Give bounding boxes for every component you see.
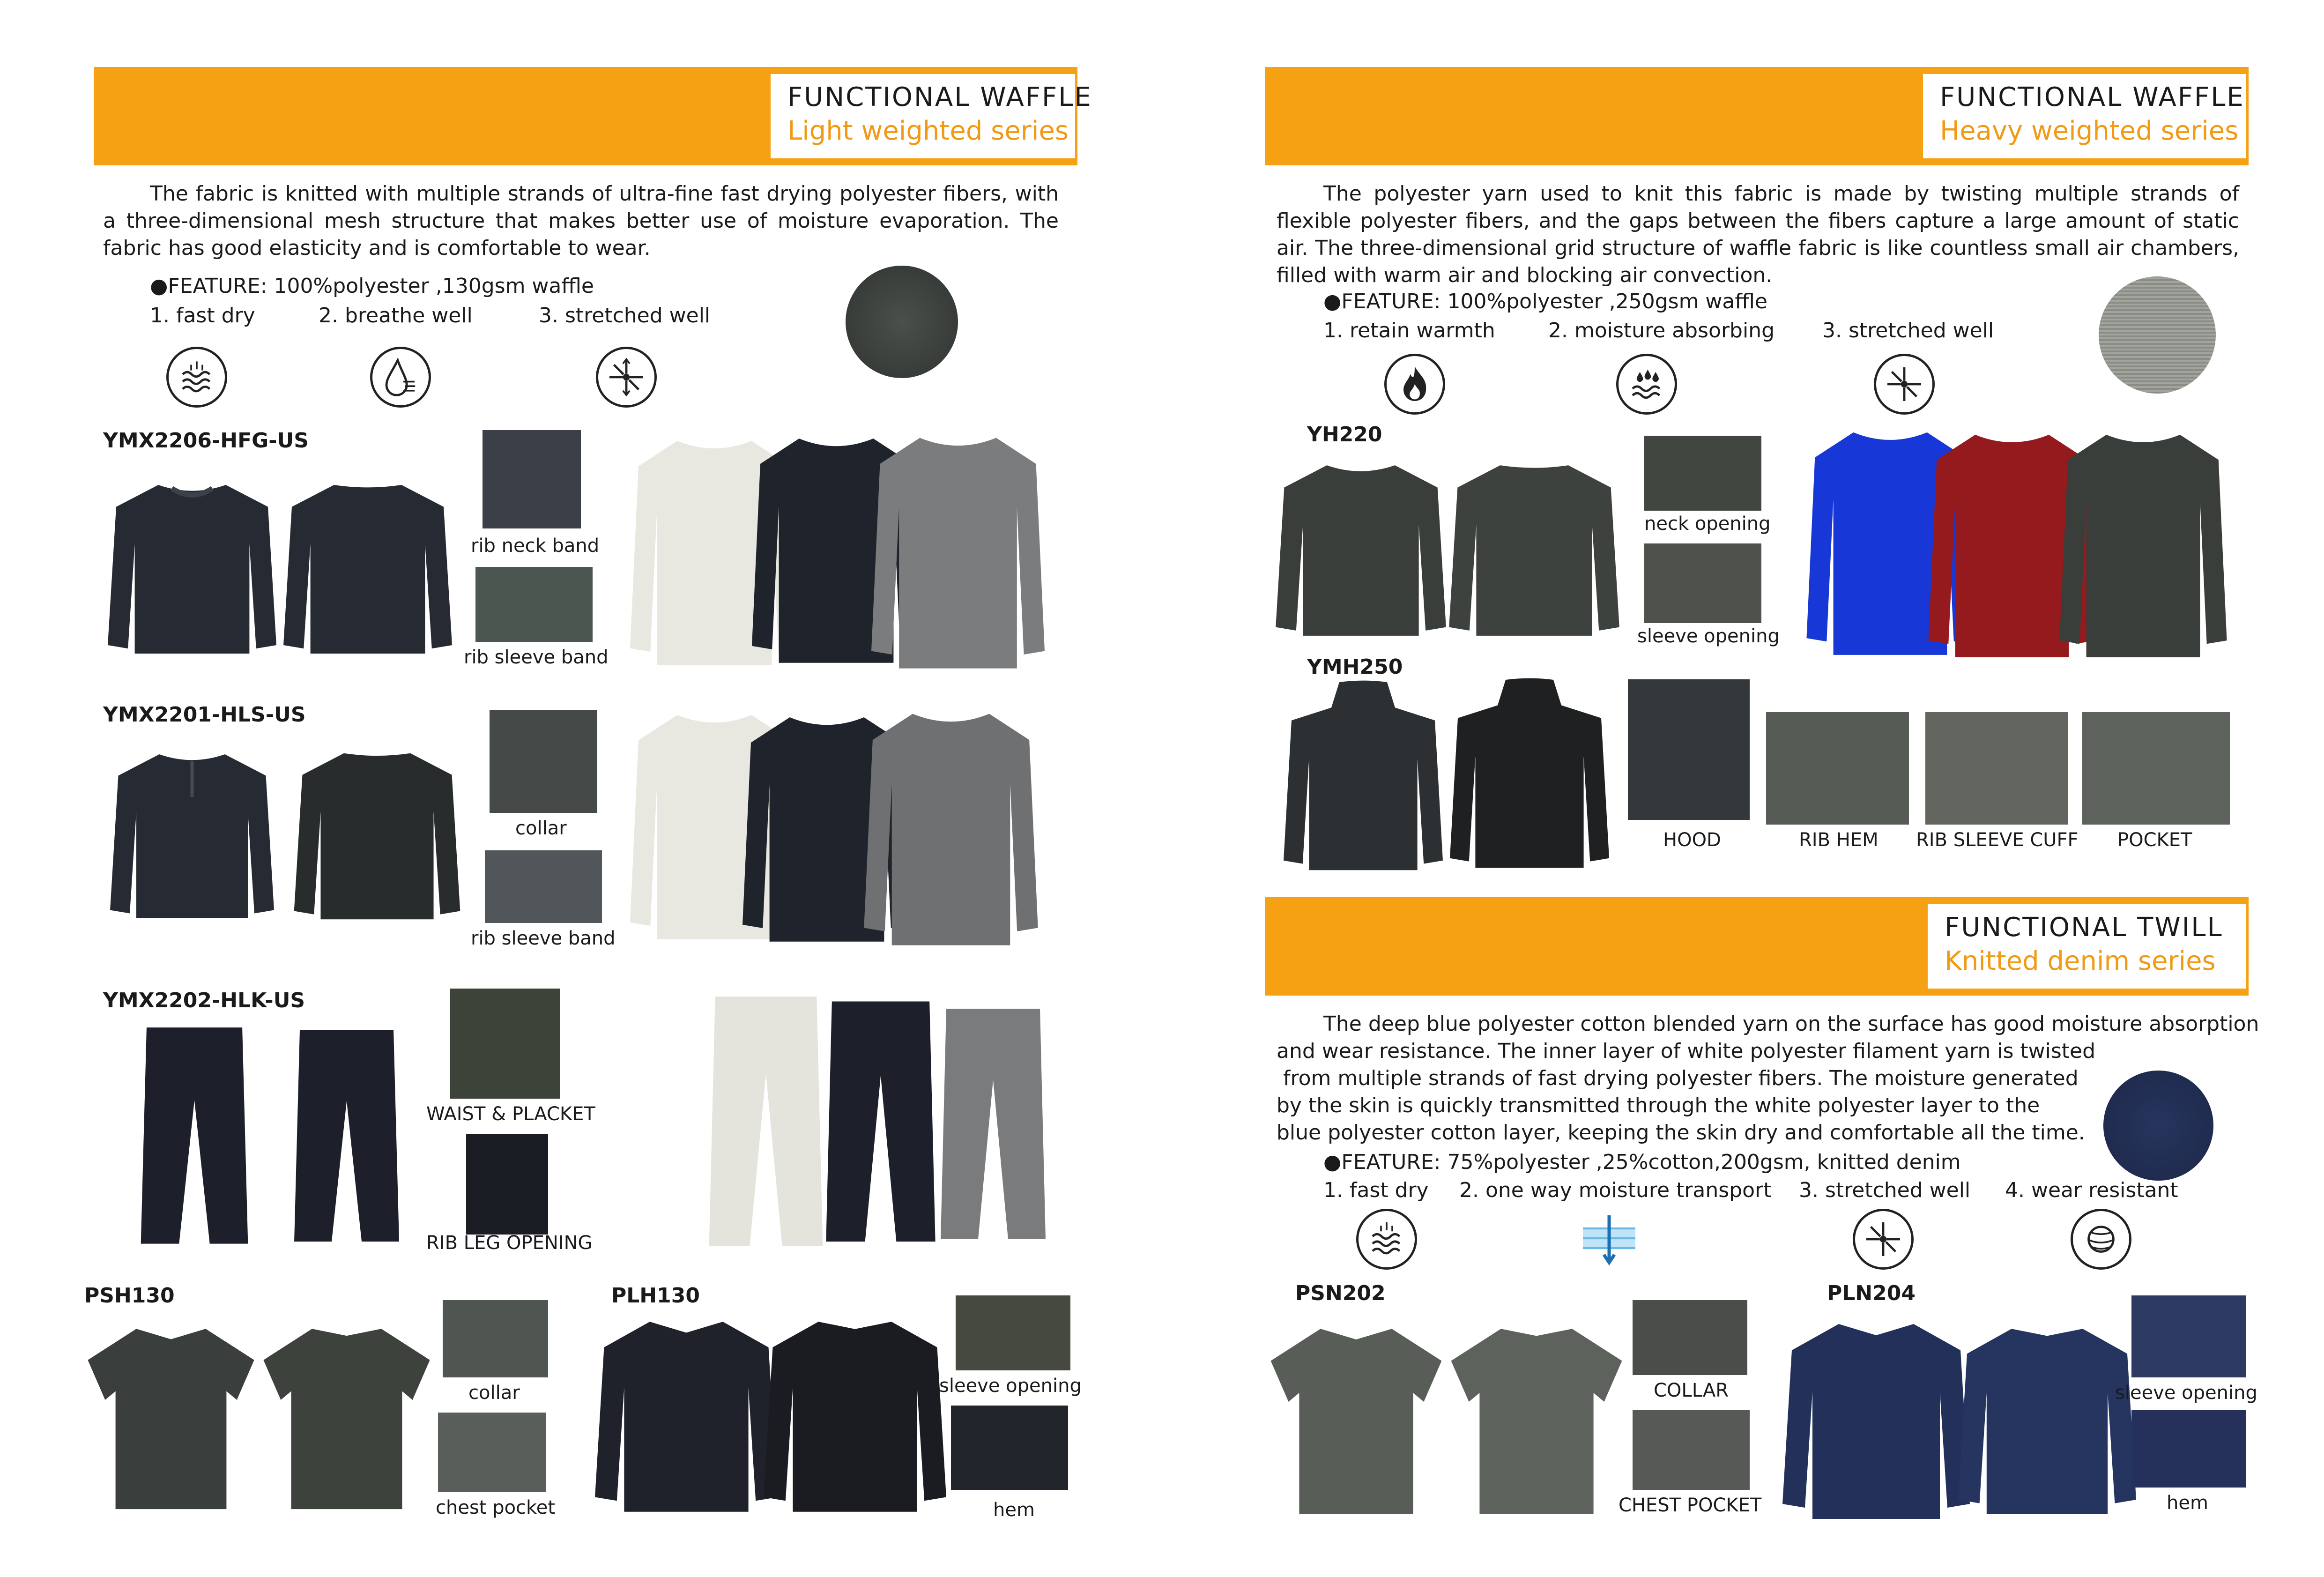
hem-pln204-caption: hem (2167, 1492, 2208, 1514)
right-benefit-1-1: 1. retain warmth (1323, 319, 1495, 342)
ymh250-back-image (1450, 675, 1609, 876)
neck-opening-image (1644, 436, 1761, 511)
right-paragraph-2-line-2: and wear resistance. The inner layer of white polyester filament yarn is twisted (1277, 1039, 2096, 1063)
ymx2206-back-image (283, 476, 452, 663)
right-banner-1 (1265, 67, 2249, 165)
pocket-caption: POCKET (2117, 829, 2192, 851)
right-paragraph-2-line-5: blue polyester cotton layer, keeping the skin dry and comfortable all the time. (1277, 1121, 2085, 1145)
product-code-ymx2206: YMX2206-HFG-US (103, 429, 309, 453)
ymx2202-back-image (290, 1024, 403, 1253)
rib-sleeve-band-caption: rib sleeve band (464, 647, 609, 668)
pln204-front-image (1782, 1317, 1970, 1523)
sleeve-opening-yh220-image (1644, 543, 1761, 623)
heavy-waffle-swatch (2099, 276, 2216, 394)
collar-psh130-caption: collar (468, 1382, 520, 1404)
pocket-image (2082, 712, 2230, 825)
chest-pocket-psn202-caption: CHEST POCKET (1619, 1495, 1762, 1516)
ymx2202-front-image (134, 1024, 255, 1253)
right-banner-2 (1265, 897, 2249, 996)
sleeve-opening-pln204-caption: sleeve opening (2115, 1382, 2257, 1404)
left-banner-badge (768, 72, 1092, 161)
rib-sleeve-band-2-caption: rib sleeve band (471, 928, 616, 949)
product-code-ymx2202: YMX2202-HLK-US (103, 989, 305, 1012)
collar-psn202-image (1633, 1300, 1747, 1375)
right-banner-1-subtitle: Heavy weighted series (1940, 116, 2239, 146)
flame-icon (1384, 354, 1445, 415)
rib-neck-band-caption: rib neck band (471, 535, 600, 557)
wave-dry-icon (166, 347, 227, 408)
right-benefit-1-2: 2. moisture absorbing (1548, 319, 1775, 342)
chest-pocket-caption: chest pocket (436, 1497, 556, 1518)
left-paragraph: The fabric is knitted with multiple strands of ultra-fine fast drying polyester fibers, with a three-dimensional mesh structure that makes better use of moisture evaporation. The fabric has good elasticity and is comfortable to wear. (103, 182, 1059, 260)
collar-image (490, 710, 597, 813)
chest-pocket-image (438, 1413, 546, 1492)
hem-plh130-caption: hem (993, 1499, 1035, 1521)
right-benefit-2-4: 4. wear resistant (2005, 1178, 2178, 1202)
product-code-ymh250: YMH250 (1307, 655, 1403, 679)
right-benefit-1-3: 3. stretched well (1822, 319, 1994, 342)
drops-waves-icon (1616, 354, 1677, 415)
collar-psn202-caption: COLLAR (1654, 1380, 1729, 1401)
waist-placket-image (450, 989, 560, 1099)
left-benefit-1: 1. fast dry (150, 304, 255, 327)
sleeve-opening-plh130-caption: sleeve opening (939, 1375, 1082, 1397)
rib-hem-caption: RIB HEM (1799, 829, 1879, 851)
neck-opening-caption: neck opening (1644, 513, 1771, 535)
sleeve-opening-yh220-caption: sleeve opening (1637, 625, 1780, 647)
stretch-arrows-icon (1853, 1209, 1914, 1270)
right-benefit-2-3: 3. stretched well (1799, 1178, 1971, 1202)
product-code-pln204: PLN204 (1827, 1281, 1916, 1305)
product-code-plh130: PLH130 (611, 1284, 700, 1308)
ymh250-front-image (1284, 679, 1443, 876)
rib-sleeve-cuff-image (1925, 712, 2068, 825)
pln204-back-image (1958, 1317, 2136, 1523)
hood-caption: HOOD (1663, 829, 1721, 851)
ymx2201-front-image (110, 745, 274, 928)
rib-leg-opening-image (466, 1134, 548, 1235)
plh130-back-image (764, 1314, 946, 1516)
plh130-front-image (595, 1314, 778, 1516)
rib-neck-band-image (483, 430, 581, 528)
ymx2206-grey-image (871, 429, 1045, 672)
right-feature-1: ●FEATURE: 100%polyester ,250gsm waffle (1323, 290, 1767, 313)
right-banner-1-title: FUNCTIONAL WAFFLE (1940, 82, 2245, 112)
stretch-arrows-icon (596, 347, 657, 408)
waist-placket-caption: WAIST & PLACKET (426, 1103, 595, 1125)
right-benefit-2-2: 2. one way moisture transport (1459, 1178, 1772, 1202)
product-code-psh130: PSH130 (84, 1284, 175, 1308)
rib-hem-image (1766, 712, 1909, 825)
right-paragraph-2-line-1: The deep blue polyester cotton blended yarn on the surface has good moisture absorption (1323, 1012, 2259, 1036)
left-banner-title: FUNCTIONAL WAFFLE (787, 82, 1092, 112)
right-banner-1-badge (1921, 72, 2249, 161)
rib-leg-opening-caption: RIB LEG OPENING (426, 1232, 593, 1254)
rib-sleeve-band-2-image (485, 850, 602, 923)
knitted-denim-swatch (2103, 1071, 2213, 1181)
yh220-back-image (1443, 457, 1626, 644)
sleeve-opening-pln204-image (2131, 1295, 2246, 1377)
stretch-arrows-icon (1874, 354, 1935, 415)
left-banner-subtitle: Light weighted series (787, 116, 1069, 146)
right-banner-2-title: FUNCTIONAL TWILL (1945, 912, 2223, 943)
ymx2202-black-image (822, 991, 939, 1258)
sleeve-opening-plh130-image (956, 1295, 1070, 1370)
ymx2202-grey-image (937, 996, 1049, 1258)
left-benefit-3: 3. stretched well (539, 304, 711, 327)
psn202-back-image (1448, 1319, 1626, 1520)
product-code-ymx2201: YMX2201-HLS-US (103, 703, 306, 727)
left-benefit-2: 2. breathe well (319, 304, 473, 327)
yh220-charcoal-image (2045, 426, 2242, 661)
yarn-ball-icon (2071, 1209, 2131, 1270)
hem-pln204-image (2131, 1410, 2246, 1488)
product-code-psn202: PSN202 (1295, 1281, 1386, 1305)
left-banner (94, 67, 1092, 165)
rib-sleeve-band-image (475, 567, 593, 642)
yh220-front-image (1270, 457, 1452, 644)
light-waffle-swatch (846, 266, 958, 378)
psn202-front-image (1267, 1319, 1445, 1520)
chest-pocket-psn202-image (1633, 1410, 1750, 1490)
right-banner-2-badge (1925, 902, 2249, 991)
wave-dry-icon (1356, 1209, 1417, 1270)
collar-caption: collar (515, 818, 567, 839)
ymx2201-back-image (293, 745, 461, 928)
psh130-back-image (260, 1319, 433, 1516)
hood-image (1628, 679, 1750, 820)
ymx2202-white-image (705, 991, 827, 1258)
psh130-front-image (84, 1319, 258, 1516)
right-feature-2: ●FEATURE: 75%polyester ,25%cotton,200gsm, knitted denim (1323, 1150, 1961, 1174)
right-paragraph-2-line-3: from multiple strands of fast drying polyester fibers. The moisture generated (1277, 1066, 2079, 1090)
right-paragraph-1: The polyester yarn used to knit this fabric is made by twisting multiple strands of flexible polyester fibers, and the gaps between the fibers capture a large amount of static air. The three-dimensional grid structure of waffle fabric is like countless small air chambers, filled with warm air and blocking air convection. (1277, 182, 2239, 287)
ymx2201-grey-image (857, 705, 1045, 949)
hem-plh130-image (951, 1406, 1068, 1490)
droplet-breathe-icon (370, 347, 431, 408)
right-benefit-2-1: 1. fast dry (1323, 1178, 1429, 1202)
left-feature: ●FEATURE: 100%polyester ,130gsm waffle (150, 274, 594, 298)
product-code-yh220: YH220 (1307, 423, 1382, 446)
moisture-transport-icon (1574, 1209, 1644, 1274)
rib-sleeve-cuff-caption: RIB SLEEVE CUFF (1916, 829, 2079, 851)
collar-psh130-image (443, 1300, 548, 1377)
right-banner-2-subtitle: Knitted denim series (1945, 946, 2216, 976)
ymx2206-front-image (108, 476, 276, 663)
right-paragraph-2-line-4: by the skin is quickly transmitted through the white polyester layer to the (1277, 1093, 2040, 1117)
